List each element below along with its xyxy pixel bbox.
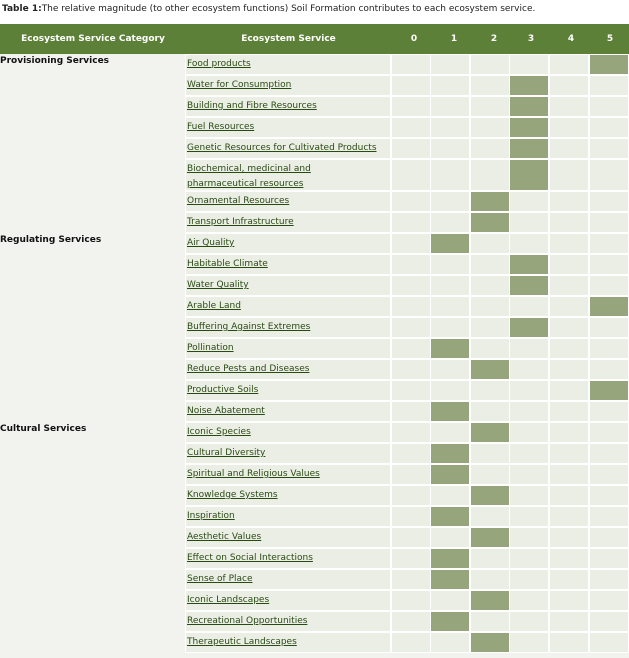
magnitude-cell: [470, 569, 510, 590]
magnitude-cell: [549, 401, 589, 422]
magnitude-cell: [470, 611, 510, 632]
magnitude-cell: [549, 590, 589, 611]
service-link[interactable]: Air Quality: [187, 238, 235, 248]
magnitude-cell: [589, 233, 629, 254]
magnitude-cell: [391, 632, 431, 653]
magnitude-marker: [430, 548, 470, 569]
service-link[interactable]: Habitable Climate: [187, 259, 268, 269]
magnitude-cell: [509, 338, 549, 359]
magnitude-marker: [470, 590, 510, 611]
magnitude-cell: [509, 401, 549, 422]
magnitude-cell: [470, 464, 510, 485]
magnitude-cell: [509, 443, 549, 464]
magnitude-cell: [391, 296, 431, 317]
magnitude-cell: [589, 212, 629, 233]
magnitude-cell: [549, 233, 589, 254]
magnitude-cell: [470, 296, 510, 317]
service-link[interactable]: Ornamental Resources: [187, 196, 290, 206]
magnitude-cell: [430, 275, 470, 296]
magnitude-marker: [430, 464, 470, 485]
service-link[interactable]: Inspiration: [187, 511, 235, 521]
magnitude-marker: [430, 401, 470, 422]
magnitude-cell: [509, 54, 549, 75]
magnitude-marker: [430, 233, 470, 254]
magnitude-cell: [589, 548, 629, 569]
header-level-0: 0: [410, 34, 418, 44]
service-link[interactable]: Sense of Place: [187, 574, 253, 584]
magnitude-cell: [589, 75, 629, 96]
magnitude-cell: [470, 233, 510, 254]
magnitude-cell: [470, 138, 510, 159]
magnitude-marker: [509, 159, 549, 191]
magnitude-cell: [589, 401, 629, 422]
magnitude-cell: [549, 569, 589, 590]
magnitude-cell: [509, 611, 549, 632]
category-label: Provisioning Services: [0, 56, 110, 66]
magnitude-cell: [509, 527, 549, 548]
magnitude-cell: [430, 590, 470, 611]
magnitude-cell: [509, 632, 549, 653]
magnitude-cell: [549, 138, 589, 159]
service-link[interactable]: Aesthetic Values: [187, 532, 262, 542]
magnitude-cell: [589, 138, 629, 159]
magnitude-cell: [470, 338, 510, 359]
magnitude-cell: [589, 590, 629, 611]
magnitude-cell: [470, 159, 510, 191]
magnitude-cell: [391, 611, 431, 632]
magnitude-marker: [430, 569, 470, 590]
magnitude-cell: [509, 506, 549, 527]
service-link[interactable]: Knowledge Systems: [187, 490, 278, 500]
magnitude-cell: [391, 506, 431, 527]
magnitude-cell: [470, 443, 510, 464]
magnitude-cell: [589, 485, 629, 506]
magnitude-cell: [549, 191, 589, 212]
service-link[interactable]: Biochemical, medicinal and pharmaceutical resources: [187, 164, 311, 189]
magnitude-marker: [430, 611, 470, 632]
service-link[interactable]: Iconic Species: [187, 427, 251, 437]
magnitude-cell: [509, 422, 549, 443]
magnitude-cell: [549, 380, 589, 401]
service-link[interactable]: Pollination: [187, 343, 234, 353]
magnitude-cell: [549, 548, 589, 569]
magnitude-cell: [589, 359, 629, 380]
magnitude-cell: [509, 548, 549, 569]
magnitude-cell: [549, 359, 589, 380]
magnitude-cell: [430, 96, 470, 117]
caption-label: Table 1:: [2, 4, 42, 14]
magnitude-cell: [391, 464, 431, 485]
magnitude-marker: [470, 632, 510, 653]
magnitude-cell: [430, 54, 470, 75]
magnitude-marker: [509, 75, 549, 96]
magnitude-cell: [589, 464, 629, 485]
ecosystem-service-table: [0, 24, 629, 658]
service-link[interactable]: Food products: [187, 59, 251, 69]
magnitude-cell: [430, 212, 470, 233]
magnitude-cell: [549, 254, 589, 275]
magnitude-cell: [549, 527, 589, 548]
magnitude-cell: [430, 422, 470, 443]
magnitude-cell: [549, 422, 589, 443]
magnitude-cell: [509, 380, 549, 401]
magnitude-cell: [589, 569, 629, 590]
magnitude-cell: [391, 401, 431, 422]
magnitude-cell: [509, 212, 549, 233]
magnitude-cell: [391, 191, 431, 212]
magnitude-cell: [589, 443, 629, 464]
magnitude-cell: [430, 138, 470, 159]
magnitude-cell: [549, 464, 589, 485]
category-label: Cultural Services: [0, 424, 87, 434]
magnitude-cell: [430, 75, 470, 96]
magnitude-cell: [509, 191, 549, 212]
table-header: [0, 24, 629, 54]
magnitude-marker: [509, 96, 549, 117]
service-link[interactable]: Noise Abatement: [187, 406, 265, 416]
magnitude-cell: [589, 159, 629, 191]
magnitude-cell: [430, 527, 470, 548]
magnitude-marker: [509, 275, 549, 296]
magnitude-marker: [470, 422, 510, 443]
magnitude-cell: [430, 380, 470, 401]
magnitude-cell: [430, 359, 470, 380]
magnitude-marker: [470, 359, 510, 380]
magnitude-cell: [589, 191, 629, 212]
magnitude-cell: [589, 611, 629, 632]
magnitude-cell: [430, 254, 470, 275]
magnitude-cell: [391, 422, 431, 443]
magnitude-cell: [509, 569, 549, 590]
service-link[interactable]: Genetic Resources for Cultivated Products: [187, 143, 377, 153]
header-level-5: 5: [606, 34, 614, 44]
magnitude-cell: [391, 527, 431, 548]
magnitude-cell: [391, 317, 431, 338]
magnitude-cell: [589, 422, 629, 443]
magnitude-cell: [391, 159, 431, 191]
magnitude-cell: [509, 233, 549, 254]
service-link[interactable]: Building and Fibre Resources: [187, 101, 317, 111]
magnitude-cell: [470, 75, 510, 96]
magnitude-cell: [589, 254, 629, 275]
magnitude-cell: [549, 338, 589, 359]
magnitude-cell: [391, 359, 431, 380]
magnitude-cell: [549, 75, 589, 96]
magnitude-marker: [470, 485, 510, 506]
magnitude-marker: [589, 296, 629, 317]
category-label: Regulating Services: [0, 235, 102, 245]
magnitude-cell: [391, 254, 431, 275]
magnitude-cell: [470, 380, 510, 401]
magnitude-cell: [470, 54, 510, 75]
magnitude-cell: [430, 159, 470, 191]
table-caption: [2, 4, 627, 14]
magnitude-cell: [430, 632, 470, 653]
magnitude-marker: [430, 338, 470, 359]
magnitude-cell: [430, 296, 470, 317]
magnitude-cell: [589, 527, 629, 548]
magnitude-cell: [589, 317, 629, 338]
header-level-3: 3: [527, 34, 535, 44]
magnitude-cell: [509, 296, 549, 317]
magnitude-cell: [391, 275, 431, 296]
magnitude-marker: [509, 317, 549, 338]
header-level-2: 2: [490, 34, 498, 44]
magnitude-cell: [509, 485, 549, 506]
service-link[interactable]: Reduce Pests and Diseases: [187, 364, 310, 374]
magnitude-cell: [549, 54, 589, 75]
service-link[interactable]: Water for Consumption: [187, 80, 292, 90]
magnitude-cell: [549, 96, 589, 117]
magnitude-marker: [430, 506, 470, 527]
magnitude-cell: [509, 359, 549, 380]
magnitude-cell: [549, 506, 589, 527]
header-service: Ecosystem Service: [241, 34, 336, 44]
magnitude-marker: [509, 254, 549, 275]
service-link[interactable]: Spiritual and Religious Values: [187, 469, 320, 479]
caption-text: The relative magnitude (to other ecosystem functions) Soil Formation contributes to each ecosystem service.: [41, 4, 536, 14]
magnitude-cell: [391, 443, 431, 464]
magnitude-marker: [589, 380, 629, 401]
magnitude-cell: [549, 317, 589, 338]
magnitude-cell: [549, 296, 589, 317]
magnitude-cell: [470, 506, 510, 527]
header-category: Ecosystem Service Category: [21, 34, 165, 44]
magnitude-cell: [589, 338, 629, 359]
magnitude-marker: [470, 212, 510, 233]
magnitude-marker: [470, 191, 510, 212]
magnitude-cell: [391, 75, 431, 96]
magnitude-cell: [549, 117, 589, 138]
service-link[interactable]: Therapeutic Landscapes: [187, 637, 297, 647]
magnitude-cell: [509, 464, 549, 485]
magnitude-cell: [589, 506, 629, 527]
service-link[interactable]: Cultural Diversity: [187, 448, 266, 458]
magnitude-cell: [391, 485, 431, 506]
magnitude-cell: [470, 254, 510, 275]
magnitude-cell: [430, 485, 470, 506]
magnitude-cell: [391, 212, 431, 233]
service-link[interactable]: Arable Land: [187, 301, 241, 311]
magnitude-marker: [509, 117, 549, 138]
magnitude-cell: [391, 569, 431, 590]
magnitude-cell: [391, 96, 431, 117]
service-link[interactable]: Fuel Resources: [187, 122, 255, 132]
magnitude-marker: [589, 54, 629, 75]
service-link[interactable]: Water Quality: [187, 280, 249, 290]
service-link[interactable]: Effect on Social Interactions: [187, 553, 313, 563]
header-level-4: 4: [567, 34, 575, 44]
magnitude-cell: [470, 275, 510, 296]
magnitude-cell: [430, 117, 470, 138]
magnitude-cell: [509, 590, 549, 611]
magnitude-cell: [549, 212, 589, 233]
magnitude-cell: [470, 117, 510, 138]
magnitude-cell: [589, 632, 629, 653]
magnitude-cell: [470, 548, 510, 569]
magnitude-marker: [470, 527, 510, 548]
service-link[interactable]: Buffering Against Extremes: [187, 322, 311, 332]
magnitude-cell: [549, 632, 589, 653]
magnitude-cell: [549, 275, 589, 296]
magnitude-cell: [470, 317, 510, 338]
magnitude-cell: [549, 485, 589, 506]
magnitude-cell: [470, 96, 510, 117]
magnitude-cell: [391, 338, 431, 359]
service-link[interactable]: Recreational Opportunities: [187, 616, 308, 626]
magnitude-cell: [589, 117, 629, 138]
magnitude-cell: [470, 401, 510, 422]
header-level-1: 1: [450, 34, 458, 44]
magnitude-cell: [589, 96, 629, 117]
magnitude-cell: [391, 548, 431, 569]
service-link[interactable]: Productive Soils: [187, 385, 259, 395]
magnitude-cell: [391, 117, 431, 138]
magnitude-cell: [391, 138, 431, 159]
magnitude-cell: [549, 443, 589, 464]
magnitude-cell: [391, 54, 431, 75]
magnitude-cell: [391, 233, 431, 254]
service-link[interactable]: Transport Infrastructure: [187, 217, 294, 227]
magnitude-marker: [509, 138, 549, 159]
magnitude-cell: [391, 380, 431, 401]
magnitude-cell: [549, 159, 589, 191]
service-link[interactable]: Iconic Landscapes: [187, 595, 270, 605]
magnitude-marker: [430, 443, 470, 464]
magnitude-cell: [391, 590, 431, 611]
magnitude-cell: [430, 317, 470, 338]
magnitude-cell: [549, 611, 589, 632]
magnitude-cell: [430, 191, 470, 212]
magnitude-cell: [589, 275, 629, 296]
